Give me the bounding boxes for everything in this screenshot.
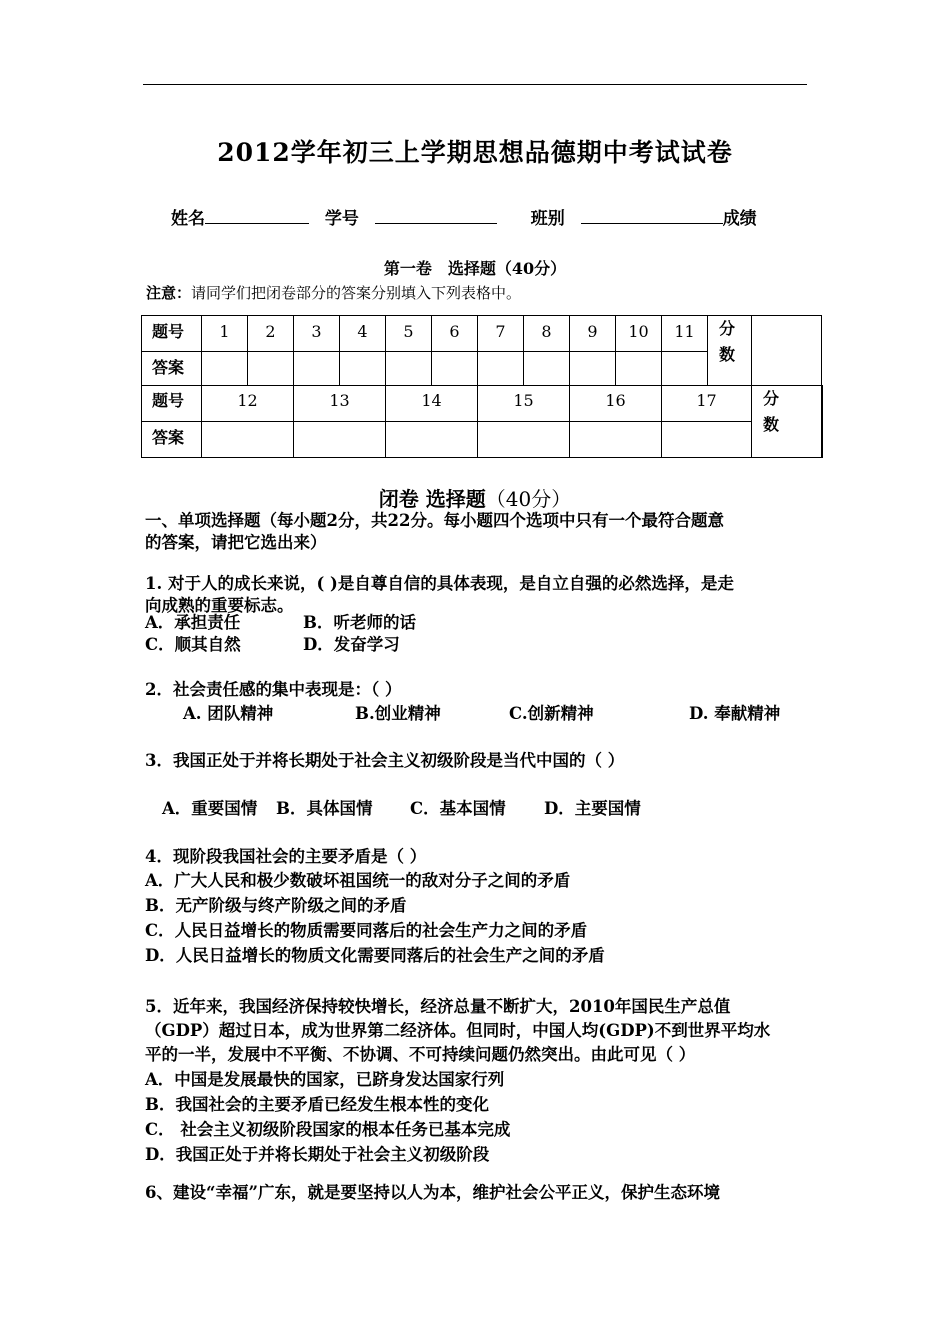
option-c: C.创新精神 [509,704,594,723]
question-1-options-ab [145,612,416,634]
question-3: 3．我国正处于并将长期处于社会主义初级阶段是当代中国的（ ） [145,751,625,770]
option-c: C． 社会主义初级阶段国家的根本任务已基本完成 [145,1120,511,1139]
option-b: B．无产阶级与终产阶级之间的矛盾 [145,896,407,915]
answer-cell[interactable] [478,352,524,386]
header-rule [143,84,807,85]
instruction-line: 的答案，请把它选出来） [145,533,327,552]
option-a: A．重要国情 [162,799,258,818]
question-stem: 5．近年来，我国经济保持较快增长，经济总量不断扩大，2010年国民生产总值 [145,997,731,1016]
id-blank[interactable] [375,206,497,224]
option-a: A．承担责任 [145,613,241,632]
section1-note [146,282,521,303]
answer-cell[interactable] [386,422,478,458]
answer-cell[interactable] [570,352,616,386]
option-d: D．主要国情 [544,799,641,818]
id-label: 学号 [324,209,359,229]
name-blank[interactable] [205,206,309,224]
name-label: 姓名 [171,209,205,229]
option-b: B.创业精神 [355,704,441,723]
question-1 [145,573,734,617]
option-a: A．中国是发展最快的国家，已跻身发达国家行列 [145,1070,505,1089]
option-c: C．顺其自然 [145,635,241,654]
question-number: 1 [202,316,248,352]
question-number: 7 [478,316,524,352]
row-label-answer: 答案 [142,422,202,458]
question-stem: 1. 对于人的成长来说，( )是自尊自信的具体表现，是自立自强的必然选择，是走 [145,574,734,593]
score-char: 分 [763,389,780,408]
question-number: 16 [570,386,662,422]
answer-table [141,315,823,458]
question-number: 15 [478,386,570,422]
question-number: 4 [340,316,386,352]
answer-cell[interactable] [662,352,708,386]
instruction-line: 一、单项选择题（每小题2分，共22分。每小题四个选项中只有一个最符合题意 [145,511,724,530]
question-stem: 向成熟的重要标志。 [145,596,294,615]
row-label-number: 题号 [142,316,202,352]
page-title: 2012学年初三上学期思想品德期中考试试卷 [217,138,733,167]
question-3-options [162,798,641,820]
question-1-options-cd [145,634,400,656]
answer-cell[interactable] [570,422,662,458]
question-number: 17 [662,386,752,422]
row-label-number: 题号 [142,386,202,422]
answer-cell[interactable] [616,352,662,386]
student-info-line [171,204,757,229]
question-number: 3 [294,316,340,352]
score-value-cell[interactable] [752,316,822,386]
option-d: D. 奉献精神 [689,704,781,723]
option-d: D．发奋学习 [303,635,400,654]
option-d: D．我国正处于并将长期处于社会主义初级阶段 [145,1145,490,1164]
question-number: 8 [524,316,570,352]
question-number: 14 [386,386,478,422]
answer-cell[interactable] [524,352,570,386]
question-4 [145,846,605,967]
answer-cell[interactable] [386,352,432,386]
option-c: C．人民日益增长的物质需要同落后的社会生产力之间的矛盾 [145,921,588,940]
question-number: 6 [432,316,478,352]
option-b: B．听老师的话 [303,613,416,632]
option-a: A. 团队精神 [183,704,274,723]
option-d: D．人民日益增长的物质文化需要同落后的社会生产之间的矛盾 [145,946,605,965]
note-text: 请同学们把闭卷部分的答案分别填入下列表格中。 [191,284,522,302]
score-label-cell [752,386,822,458]
answer-cell[interactable] [202,422,294,458]
answer-cell[interactable] [432,352,478,386]
score-label-cell [708,316,752,386]
score-char: 数 [719,345,736,364]
question-5 [145,996,770,1166]
question-number: 13 [294,386,386,422]
answer-cell[interactable] [248,352,294,386]
question-stem: 平的一半，发展中不平衡、不协调、不可持续问题仍然突出。由此可见（ ） [145,1045,696,1064]
answer-cell[interactable] [662,422,752,458]
section2-heading [0,483,950,512]
option-a: A．广大人民和极少数破坏祖国统一的敌对分子之间的矛盾 [145,871,571,890]
answer-cell[interactable] [202,352,248,386]
question-number: 2 [248,316,294,352]
answer-cell[interactable] [294,352,340,386]
score-value-cell[interactable] [822,386,823,458]
option-b: B．我国社会的主要矛盾已经发生根本性的变化 [145,1095,489,1114]
option-c: C．基本国情 [410,799,506,818]
answer-cell[interactable] [478,422,570,458]
row-label-answer: 答案 [142,352,202,386]
question-stem: （GDP）超过日本，成为世界第二经济体。但同时，中国人均(GDP)不到世界平均水 [145,1021,771,1040]
question-number: 10 [616,316,662,352]
answer-cell[interactable] [340,352,386,386]
note-label: 注意： [146,284,192,302]
question-number: 11 [662,316,708,352]
score-label: 成绩 [722,209,757,229]
question-stem: 4．现阶段我国社会的主要矛盾是（ ） [145,847,427,866]
class-blank[interactable] [581,206,723,224]
question-number: 12 [202,386,294,422]
section2-instruction [145,510,724,554]
question-number: 5 [386,316,432,352]
class-label: 班别 [530,209,565,229]
question-2: 2．社会责任感的集中表现是：（ ） [145,680,402,699]
section2-heading-points: （40分） [485,487,572,511]
section1-heading: 第一卷 选择题（40分） [383,259,567,278]
answer-cell[interactable] [294,422,386,458]
option-b: B．具体国情 [276,799,373,818]
score-char: 数 [763,415,780,434]
section2-heading-bold: 闭卷 选择题 [378,487,486,511]
question-number: 9 [570,316,616,352]
score-char: 分 [719,319,736,338]
question-6: 6、建设“幸福”广东，就是要坚持以人为本，维护社会公平正义，保护生态环境 [145,1183,720,1202]
question-2-options [183,703,780,725]
